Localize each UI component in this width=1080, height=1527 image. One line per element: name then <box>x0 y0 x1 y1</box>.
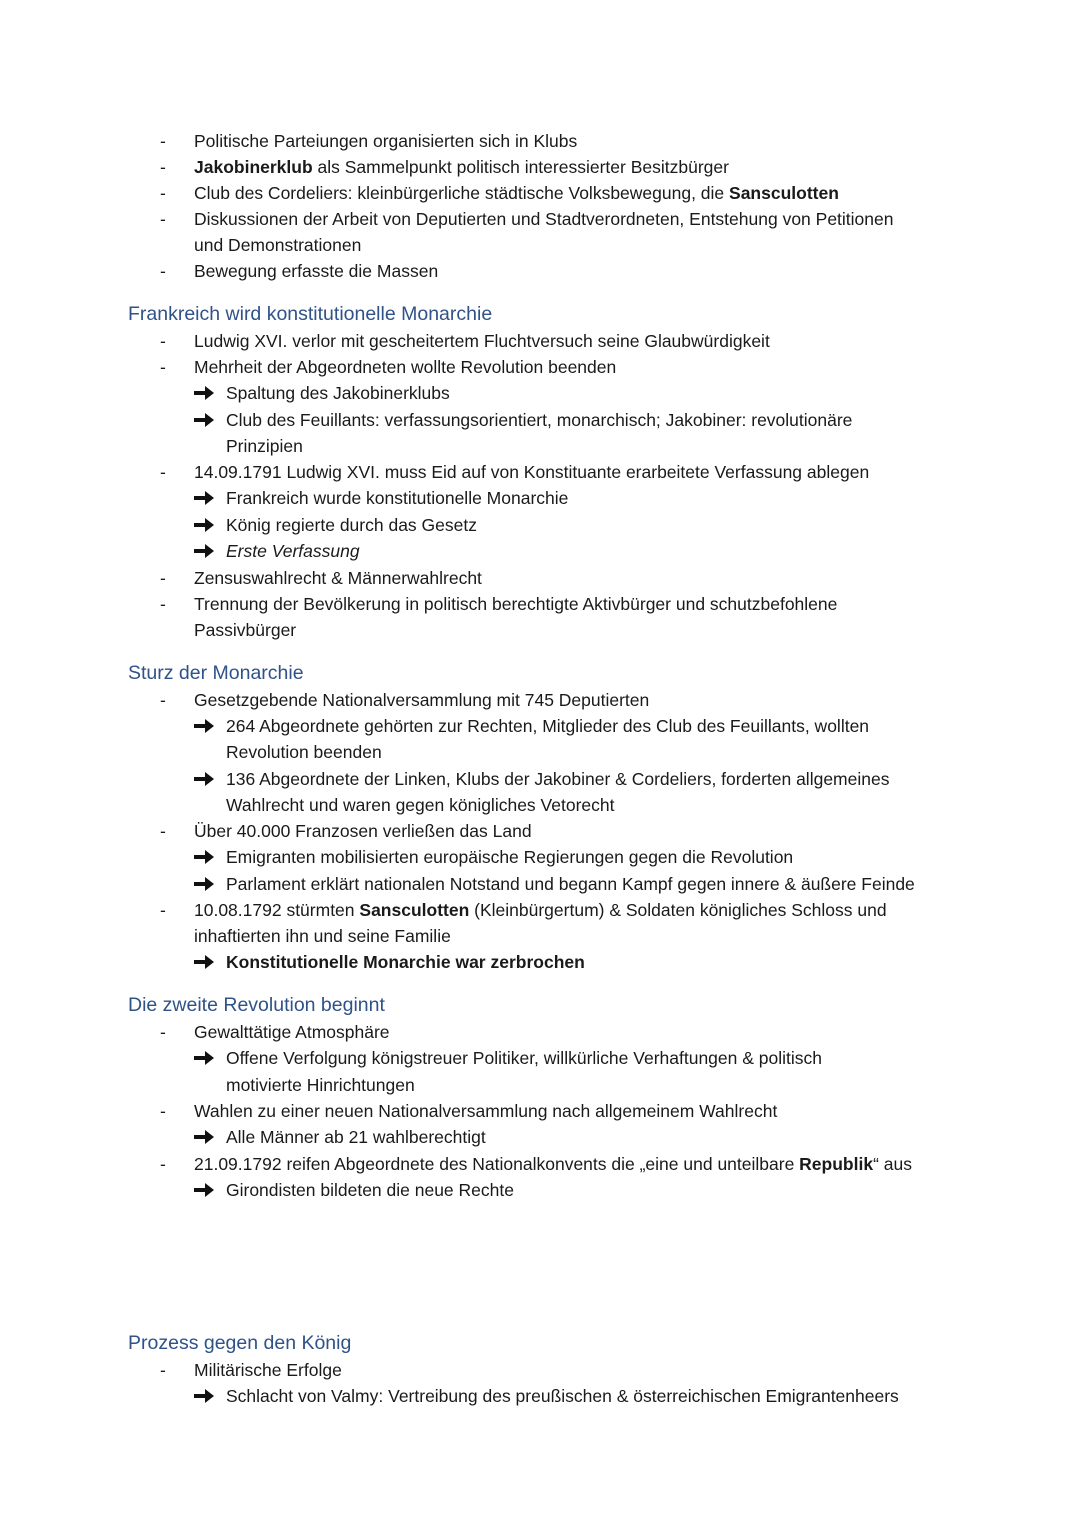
sub-bullet-text: Emigranten mobilisierten europäische Regierungen gegen die Revolution <box>226 847 794 867</box>
bullet-dash: - <box>160 331 166 351</box>
arrow-icon <box>194 539 216 563</box>
sub-bullet-text: Schlacht von Valmy: Vertreibung des preußischen & österreichischen Emigrantenheers <box>226 1386 899 1406</box>
arrow-icon <box>194 513 216 537</box>
bullet-text-cont: Passivbürger <box>194 620 297 640</box>
bullet-text <box>194 155 729 179</box>
bullet-text: 14.09.1791 Ludwig XVI. muss Eid auf von Konstituante erarbeitete Verfassung ablegen <box>194 462 870 482</box>
arrow-icon <box>194 1046 216 1070</box>
bullet-dash: - <box>160 568 166 588</box>
sub-bullet-text: Erste Verfassung <box>226 541 360 561</box>
bullet-text: Über 40.000 Franzosen verließen das Land <box>194 821 532 841</box>
arrow-icon <box>194 714 216 738</box>
text-run: Club des Cordeliers: kleinbürgerliche städtische Volksbewegung, die <box>194 183 730 203</box>
sub-bullet-text: Spaltung des Jakobinerklubs <box>226 383 450 403</box>
bullet-dash: - <box>160 357 166 377</box>
bullet-text: Politische Parteiungen organisierten sich in Klubs <box>194 131 578 151</box>
bullet-text: Trennung der Bevölkerung in politisch berechtigte Aktivbürger und schutzbefohlene <box>194 594 838 614</box>
sub-bullet-text-cont: Revolution beenden <box>226 742 382 762</box>
bullet-dash: - <box>160 131 166 151</box>
bullet-text: Wahlen zu einer neuen Nationalversammlung nach allgemeinem Wahlrecht <box>194 1101 778 1121</box>
arrow-icon <box>194 767 216 791</box>
bullet-text: Gesetzgebende Nationalversammlung mit 745 Deputierten <box>194 690 650 710</box>
bold-term: Jakobinerklub <box>194 157 313 177</box>
bold-term: Republik <box>799 1154 874 1174</box>
bullet-text: Bewegung erfasste die Massen <box>194 261 439 281</box>
bullet-text: Militärische Erfolge <box>194 1360 342 1380</box>
arrow-icon <box>194 381 216 405</box>
bullet-dash: - <box>160 1101 166 1121</box>
bullet-dash: - <box>160 1360 166 1380</box>
sub-bullet-text: Club des Feuillants: verfassungsorientiert, monarchisch; Jakobiner: revolutionäre <box>226 410 853 430</box>
bullet-dash: - <box>160 462 166 482</box>
text-run: als Sammelpunkt politisch interessierter Besitzbürger <box>312 157 729 177</box>
section-heading: Die zweite Revolution beginnt <box>128 994 385 1016</box>
sub-bullet-text: Frankreich wurde konstitutionelle Monarchie <box>226 488 569 508</box>
bullet-text-cont: und Demonstrationen <box>194 235 362 255</box>
sub-bullet-text: 136 Abgeordnete der Linken, Klubs der Jakobiner & Cordeliers, forderten allgemeines <box>226 769 890 789</box>
bullet-dash: - <box>160 183 166 203</box>
sub-bullet-text: Alle Männer ab 21 wahlberechtigt <box>226 1127 486 1147</box>
bullet-text: Zensuswahlrecht & Männerwahlrecht <box>194 568 482 588</box>
arrow-icon <box>194 486 216 510</box>
sub-bullet-text: Konstitutionelle Monarchie war zerbrochen <box>226 952 585 972</box>
sub-bullet-text: Girondisten bildeten die neue Rechte <box>226 1180 514 1200</box>
sub-bullet-text: König regierte durch das Gesetz <box>226 515 477 535</box>
bullet-text <box>194 181 839 205</box>
bullet-text: Mehrheit der Abgeordneten wollte Revolution beenden <box>194 357 617 377</box>
text-run: “ aus <box>873 1154 912 1174</box>
bullet-dash: - <box>160 690 166 710</box>
arrow-icon <box>194 408 216 432</box>
arrow-icon <box>194 872 216 896</box>
sub-bullet-text: 264 Abgeordnete gehörten zur Rechten, Mitglieder des Club des Feuillants, wollten <box>226 716 870 736</box>
sub-bullet-text: Offene Verfolgung königstreuer Politiker, willkürliche Verhaftungen & politisch <box>226 1048 822 1068</box>
arrow-icon <box>194 950 216 974</box>
bold-term: Sansculotten <box>359 900 470 920</box>
arrow-icon <box>194 845 216 869</box>
bullet-text <box>194 1152 912 1176</box>
section-heading: Prozess gegen den König <box>128 1332 352 1354</box>
bullet-dash: - <box>160 261 166 281</box>
text-run: (Kleinbürgertum) & Soldaten königliches Schloss und <box>469 900 887 920</box>
bullet-dash: - <box>160 209 166 229</box>
sub-bullet-text-cont: motivierte Hinrichtungen <box>226 1075 415 1095</box>
bullet-text: Diskussionen der Arbeit von Deputierten und Stadtverordneten, Entstehung von Petitionen <box>194 209 894 229</box>
text-run: 10.08.1792 stürmten <box>194 900 360 920</box>
arrow-icon <box>194 1125 216 1149</box>
text-run: 21.09.1792 reifen Abgeordnete des Nationalkonvents die „eine und unteilbare <box>194 1154 800 1174</box>
sub-bullet-text: Parlament erklärt nationalen Notstand und begann Kampf gegen innere & äußere Feinde <box>226 874 915 894</box>
bullet-dash: - <box>160 1022 166 1042</box>
arrow-icon <box>194 1384 216 1408</box>
section-heading: Frankreich wird konstitutionelle Monarchie <box>128 303 493 325</box>
sub-bullet-text-cont: Wahlrecht und waren gegen königliches Vetorecht <box>226 795 615 815</box>
bullet-text: Gewalttätige Atmosphäre <box>194 1022 390 1042</box>
bullet-text: Ludwig XVI. verlor mit gescheitertem Fluchtversuch seine Glaubwürdigkeit <box>194 331 770 351</box>
bullet-dash: - <box>160 821 166 841</box>
bullet-dash: - <box>160 594 166 614</box>
arrow-icon <box>194 1178 216 1202</box>
bullet-dash: - <box>160 157 166 177</box>
sub-bullet-text-cont: Prinzipien <box>226 436 303 456</box>
bullet-text-cont: inhaftierten ihn und seine Familie <box>194 926 451 946</box>
bullet-text <box>194 898 887 922</box>
bullet-dash: - <box>160 1154 166 1174</box>
bullet-dash: - <box>160 900 166 920</box>
bold-term: Sansculotten <box>729 183 839 203</box>
section-heading: Sturz der Monarchie <box>128 662 304 684</box>
